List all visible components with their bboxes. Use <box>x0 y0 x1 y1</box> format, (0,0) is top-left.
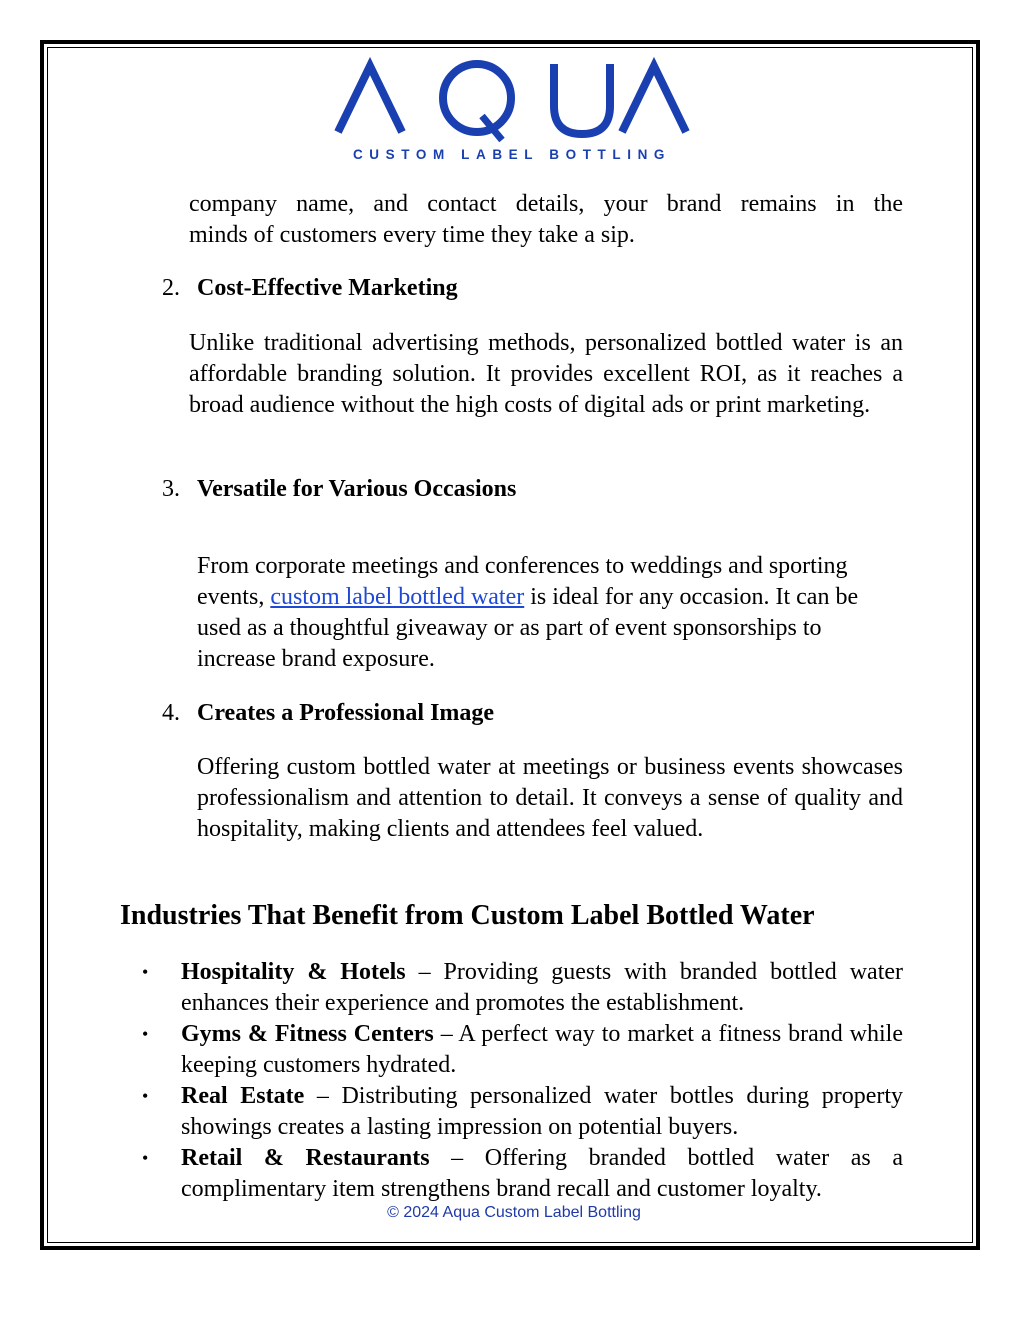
industry-name: Gyms & Fitness Centers <box>181 1021 434 1047</box>
footer-copyright: © 2024 Aqua Custom Label Bottling <box>387 1204 641 1221</box>
benefit-text: Unlike traditional advertising methods, personalized bottled water is an affordable branding solution. It provides excellent ROI, as it reaches a broad audience without the high costs of digital ads or print marketing. <box>189 330 903 418</box>
industries-list <box>140 957 903 1205</box>
benefit-text <box>197 551 865 675</box>
benefit-title: Cost-Effective Marketing <box>197 275 458 301</box>
bullet-icon: • <box>142 1148 149 1168</box>
list-item <box>140 1143 903 1205</box>
intro-line-1: company name, and contact details, your brand remains in the <box>189 191 903 217</box>
industry-text: – Offering branded bottled water as a complimentary item strengthens brand recall and customer loyalty. <box>181 1145 903 1202</box>
benefit-title: Versatile for Various Occasions <box>197 476 517 502</box>
industry-name: Hospitality & Hotels <box>181 959 406 985</box>
benefit-number: 2. <box>162 275 180 301</box>
list-item <box>140 957 903 1019</box>
bullet-icon: • <box>142 962 149 982</box>
list-item <box>140 1019 903 1081</box>
bullet-icon: • <box>142 1024 149 1044</box>
industry-text: – Providing guests with branded bottled water enhances their experience and promotes the establishment. <box>181 959 904 1016</box>
industry-name: Retail & Restaurants <box>181 1145 430 1171</box>
benefit-text-after-link: is ideal for any occasion. It can be used as a thoughtful giveaway or as part of event sponsorships to increase brand exposure. <box>197 584 859 672</box>
benefit-heading <box>162 273 458 304</box>
list-item <box>140 1081 903 1143</box>
benefit-title: Creates a Professional Image <box>197 700 495 726</box>
benefit-heading <box>162 474 516 505</box>
logo-tagline: CUSTOM LABEL BOTTLING <box>352 147 672 162</box>
industry-text: – Distributing personalized water bottles during property showings creates a lasting impression on potential buyers. <box>181 1083 903 1140</box>
section-heading: Industries That Benefit from Custom Label Bottled Water <box>120 900 815 931</box>
benefit-number: 3. <box>162 476 180 502</box>
bullet-icon: • <box>142 1086 149 1106</box>
benefit-heading <box>162 698 494 729</box>
custom-label-bottled-water-link[interactable]: custom label bottled water <box>270 584 525 610</box>
benefit-text-before-link: From corporate meetings and conferences to weddings and sporting events, <box>197 553 848 610</box>
intro-line-2: minds of customers every time they take a sip. <box>189 222 635 248</box>
industry-name: Real Estate <box>181 1083 305 1109</box>
benefit-number: 4. <box>162 700 180 726</box>
benefit-text: Offering custom bottled water at meetings or business events showcases professionalism and attention to detail. It conveys a sense of quality and hospitality, making clients and attendees feel valued. <box>197 754 903 842</box>
industry-text: – A perfect way to market a fitness brand while keeping customers hydrated. <box>181 1021 903 1078</box>
